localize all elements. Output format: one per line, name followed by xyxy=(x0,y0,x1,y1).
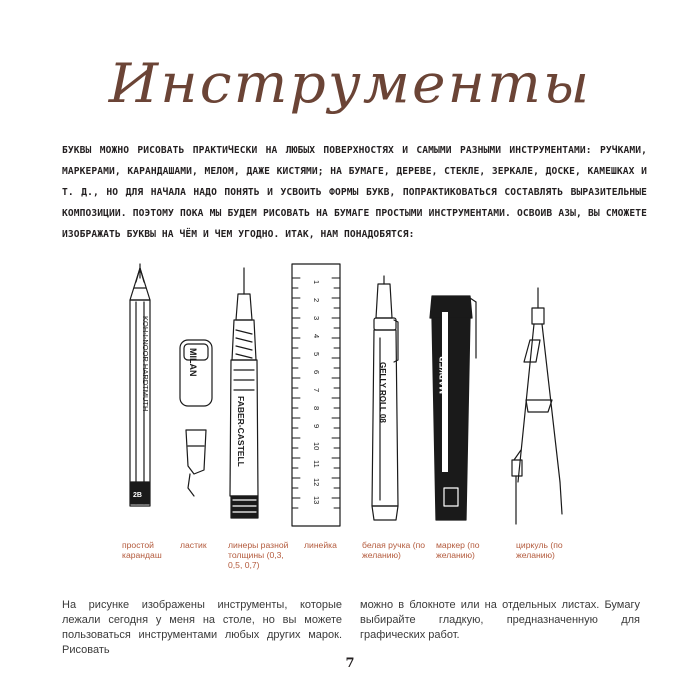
gelly-brand-text: GELLY ROLL 08 xyxy=(378,362,387,423)
page-number: 7 xyxy=(345,656,355,671)
ruler-number: 1 xyxy=(312,280,321,285)
caption-white-pen: белая ручка (по желанию) xyxy=(362,540,426,560)
ruler-number: 11 xyxy=(312,460,321,468)
ruler-number: 10 xyxy=(312,442,321,451)
caption-marker: маркер (по желанию) xyxy=(436,540,480,560)
liner-drawing xyxy=(230,268,258,518)
ruler-number: 3 xyxy=(312,316,321,321)
ruler-number: 5 xyxy=(312,352,321,357)
pencil-brand-text: KOH-I-NOOR HARDTMUTH xyxy=(141,316,150,412)
pencil-drawing xyxy=(130,264,150,506)
page-title: Инструменты xyxy=(108,52,592,115)
ruler-drawing xyxy=(292,264,340,526)
body-column-right: можно в блокноте или на отдельных листах. Бумагу выбирайте гладкую, предназначенную для графических работ. xyxy=(360,599,640,641)
body-column-left: На рисунке изображены инструменты, которые лежали сегодня у меня на столе, но вы можете пользоваться инструментами любых других марок. Рисовать xyxy=(62,599,342,656)
ruler-number: 12 xyxy=(312,478,321,487)
ruler-number: 7 xyxy=(312,388,321,393)
liner-brand-text: FABER-CASTELL xyxy=(236,396,246,467)
marker-label-text: МАРКЕР xyxy=(438,356,448,394)
caption-eraser: ластик xyxy=(180,540,207,550)
caption-liner: линеры разной толщины (0,3, 0,5, 0,7) xyxy=(228,540,289,570)
compass-drawing xyxy=(512,288,562,524)
ruler-number: 4 xyxy=(312,334,321,339)
intro-paragraph: БУКВЫ МОЖНО РИСОВАТЬ ПРАКТИЧЕСКИ НА ЛЮБЫХ ПОВЕРХНОСТЯХ И САМЫМИ РАЗНЫМИ ИНСТРУМЕНТАМИ: РУЧКАМИ, МАРКЕРАМИ, КАРАНДАШАМИ, МЕЛОМ, ДАЖЕ КИСТЯМИ; НА БУМАГЕ, ДЕРЕВЕ, СТЕКЛЕ, ЗЕРКАЛЕ, ДОСКЕ, КАМЕШКАХ И Т. Д., НО ДЛЯ НАЧАЛА НАДО ПОНЯТЬ И УСВОИТЬ ФОРМЫ БУКВ, ПОПРАКТИКОВАТЬСЯ СОСТАВЛЯТЬ ВЫРАЗИТЕЛЬНЫЕ КОМПОЗИЦИИ. ПОЭТОМУ ПОКА МЫ БУДЕМ РИСОВАТЬ НА БУМАГЕ ПРОСТЫМИ ИНСТРУМЕНТАМИ. ОСВОИВ АЗЫ, ВЫ СМОЖЕТЕ ИЗОБРАЖАТЬ БУКВЫ НА ЧЁМ И ЧЕМ УГОДНО. ИТАК, НАМ ПОНАДОБЯТСЯ: xyxy=(62,145,647,240)
ruler-number: 2 xyxy=(312,298,321,303)
caption-ruler: линейка xyxy=(304,540,337,550)
ruler-number: 6 xyxy=(312,370,321,375)
pencil-grade-text: 2B xyxy=(133,492,142,499)
caption-compass: циркуль (по желанию) xyxy=(516,540,563,560)
caption-pencil: простой карандаш xyxy=(122,540,162,560)
ruler-number: 13 xyxy=(312,496,321,505)
ruler-number: 8 xyxy=(312,406,321,411)
eraser-brand-text: MILAN xyxy=(188,348,198,377)
eraser-drawing xyxy=(180,340,212,496)
ruler-number: 9 xyxy=(312,424,321,429)
tools-illustration xyxy=(0,250,700,540)
white-pen-drawing xyxy=(372,276,398,520)
marker-drawing xyxy=(430,296,476,520)
